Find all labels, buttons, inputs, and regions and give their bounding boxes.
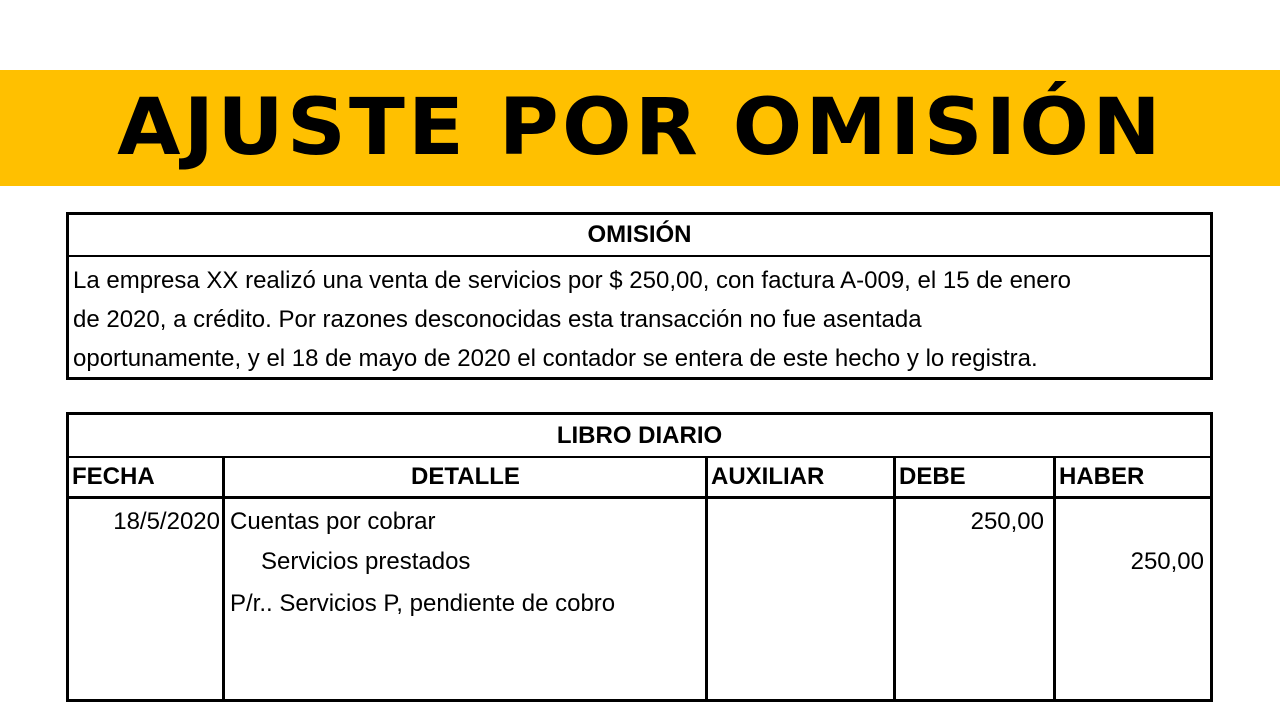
entry-debit-account: Cuentas por cobrar xyxy=(230,508,436,535)
column-divider xyxy=(222,458,225,699)
entry-credit-account: Servicios prestados xyxy=(261,548,471,575)
journal-title: LIBRO DIARIO xyxy=(69,415,1210,458)
journal-table xyxy=(66,412,1213,702)
entry-date: 18/5/2020 xyxy=(113,508,220,535)
entry-description: P/r.. Servicios P, pendiente de cobro xyxy=(230,590,616,617)
column-header-debe: DEBE xyxy=(899,463,966,490)
column-divider xyxy=(893,458,896,699)
omission-line: La empresa XX realizó una venta de servicios por $ 250,00, con factura A-009, el 15 de enero xyxy=(73,267,1071,294)
column-header-haber: HABER xyxy=(1059,463,1145,490)
column-header-auxiliar: AUXILIAR xyxy=(711,463,825,490)
omission-header: OMISIÓN xyxy=(69,215,1210,257)
column-divider xyxy=(705,458,708,699)
page-title: AJUSTE POR OMISIÓN xyxy=(116,83,1164,173)
omission-box xyxy=(66,212,1213,380)
entry-haber: 250,00 xyxy=(1130,548,1204,575)
entry-debe: 250,00 xyxy=(970,508,1044,535)
column-header-detalle: DETALLE xyxy=(411,463,520,490)
omission-line: oportunamente, y el 18 de mayo de 2020 el contador se entera de este hecho y lo registra. xyxy=(73,345,1038,372)
title-banner xyxy=(0,70,1280,186)
omission-text xyxy=(69,257,1210,378)
column-header-fecha: FECHA xyxy=(72,463,155,490)
column-header-row xyxy=(69,458,1210,499)
omission-line: de 2020, a crédito. Por razones desconocidas esta transacción no fue asentada xyxy=(73,306,922,333)
column-divider xyxy=(1053,458,1056,699)
